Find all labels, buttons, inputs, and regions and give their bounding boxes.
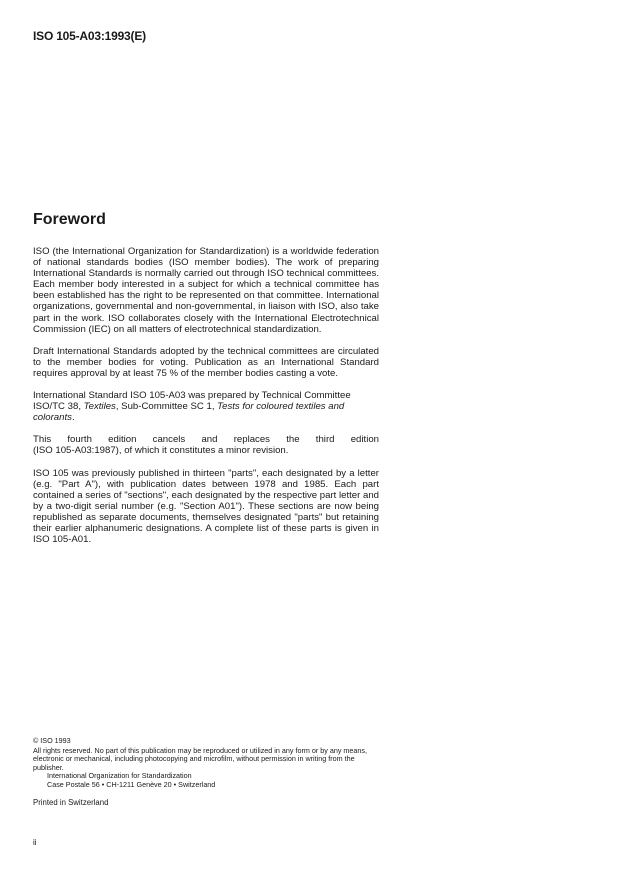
foreword-body — [33, 246, 379, 556]
copyright-footer — [33, 737, 383, 790]
copyright-line: © ISO 1993 — [33, 736, 71, 745]
printed-in: Printed in Switzerland — [33, 798, 109, 807]
paragraph-prepared-by — [33, 390, 379, 423]
paragraph-history: ISO 105 was previously published in thirteen "parts", each designated by a letter (e.g. "Part A"), with publication dates between 1978 and 1985. Each part contained a series of "sections", each designated by the respective part letter and by a two-digit serial number (e.g. "Section A01"). These sections are now being republished as separate documents, themselves designated "parts" but retaining their earlier alphanumeric designations. A complete list of these parts is given in ISO 105-A01. — [33, 467, 379, 546]
page-number: ii — [33, 838, 37, 847]
organization-address: Case Postale 56 • CH-1211 Genève 20 • Switzerland — [47, 779, 216, 789]
page-title: Foreword — [33, 211, 106, 228]
paragraph-iso-intro: ISO (the International Organization for Standardization) is a worldwide federation of national standards bodies (ISO member bodies). The work of preparing International Standards is normally carried out through ISO technical committees. Each member body interested in a subject for which a technical committee has been established has the right to be represented on that committee. International organizations, governmental and non-governmental, in liaison with ISO, also take part in the work. ISO collaborates closely with the International Electrotechnical Commission (IEC) on all matters of electrotechnical standardization. — [33, 246, 379, 335]
committee-title: Textiles — [83, 401, 116, 413]
prepared-by-text: International Standard ISO 105-A03 was prepared by Technical Committee ISO/TC 38, — [33, 390, 351, 413]
organization-name: International Organization for Standardization — [47, 771, 192, 781]
edition-line-1: This fourth edition cancels and replaces the third edition — [33, 434, 379, 446]
edition-line-2: (ISO 105-A03:1987), of which it constitutes a minor revision. — [33, 445, 289, 457]
subcommittee-text: , Sub-Committee SC 1, — [115, 401, 218, 413]
paragraph-edition — [33, 434, 379, 456]
paragraph-draft-standards: Draft International Standards adopted by the technical committees are circulated to the member bodies for voting. Publication as an International Standard requires approval by at least 75 % of the member bodies casting a vote. — [33, 345, 379, 379]
period-text: . — [71, 412, 75, 424]
rights-notice: All rights reserved. No part of this publication may be reproduced or utilized in any form or by any means, electronic or mechanical, including photocopying and microfilm, without permission in writing from the publisher. — [33, 745, 367, 772]
document-id: ISO 105-A03:1993(E) — [33, 29, 146, 43]
subcommittee-title: Tests for coloured textiles and colorants — [33, 401, 345, 424]
